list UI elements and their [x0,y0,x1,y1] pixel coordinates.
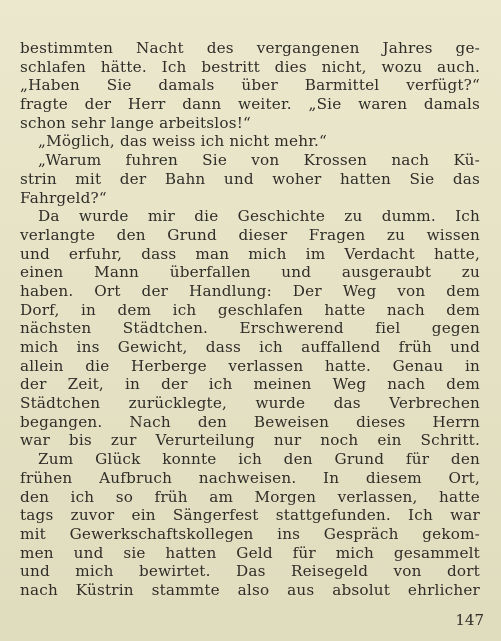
text-line-6: „Möglich, das weiss ich nicht mehr.“ [38,132,327,151]
text-line-25: den ich so früh am Morgen verlassen, hatte [20,487,480,506]
text-line-4: fragte der Herr dann weiter. „Sie waren damals [20,95,480,114]
text-line-3: „Haben Sie damals über Barmittel verfügt?“ [20,76,480,95]
text-line-12: und erfuhr, dass man mich im Verdacht hatte, [20,244,480,263]
text-line-30: nach Küstrin stammte also aus absolut ehrlicher [20,580,480,599]
text-line-16: nächsten Städtchen. Erschwerend fiel gegen [20,319,480,338]
text-line-9: Fahrgeld?“ [20,188,107,207]
text-line-17: mich ins Gewicht, dass ich auffallend früh und [20,338,480,356]
text-line-2: schlafen hätte. Ich bestritt dies nicht, wozu auch. [20,57,480,76]
text-line-26: tags zuvor ein Sängerfest stattgefunden. Ich war [20,506,480,525]
text-line-8: strin mit der Bahn und woher hatten Sie das [20,169,480,188]
text-line-1: bestimmten Nacht des vergangenen Jahres ge- [20,39,480,57]
text-line-24: frühen Aufbruch nachweisen. In diesem Ort, [20,468,480,487]
text-line-21: begangen. Nach den Beweisen dieses Herrn [20,412,480,431]
text-line-23: Zum Glück konnte ich den Grund für den [38,450,480,469]
text-line-15: Dorf, in dem ich geschlafen hatte nach dem [20,300,480,319]
text-line-5: schon sehr lange arbeitslos!“ [20,113,251,132]
text-line-13: einen Mann überfallen und ausgeraubt zu [20,263,480,282]
text-line-14: haben. Ort der Handlung: Der Weg von dem [20,281,480,300]
text-line-19: der Zeit, in der ich meinen Weg nach dem [20,375,480,394]
text-line-22: war bis zur Verurteilung nur noch ein Schritt. [20,431,480,450]
text-line-18: allein die Herberge verlassen hatte. Genau in [20,356,480,375]
page-number: 147 [455,611,484,629]
body-text [20,39,480,600]
text-line-29: und mich bewirtet. Das Reisegeld von dort [20,562,480,581]
text-line-20: Städtchen zurücklegte, wurde das Verbrechen [20,394,480,413]
text-line-28: men und sie hatten Geld für mich gesammelt [20,543,480,562]
text-line-7: „Warum fuhren Sie von Krossen nach Kü- [38,151,480,170]
text-line-10: Da wurde mir die Geschichte zu dumm. Ich [38,207,480,226]
text-line-11: verlangte den Grund dieser Fragen zu wissen [20,225,480,244]
text-line-27: mit Gewerkschaftskollegen ins Gespräch gekom- [20,524,480,543]
